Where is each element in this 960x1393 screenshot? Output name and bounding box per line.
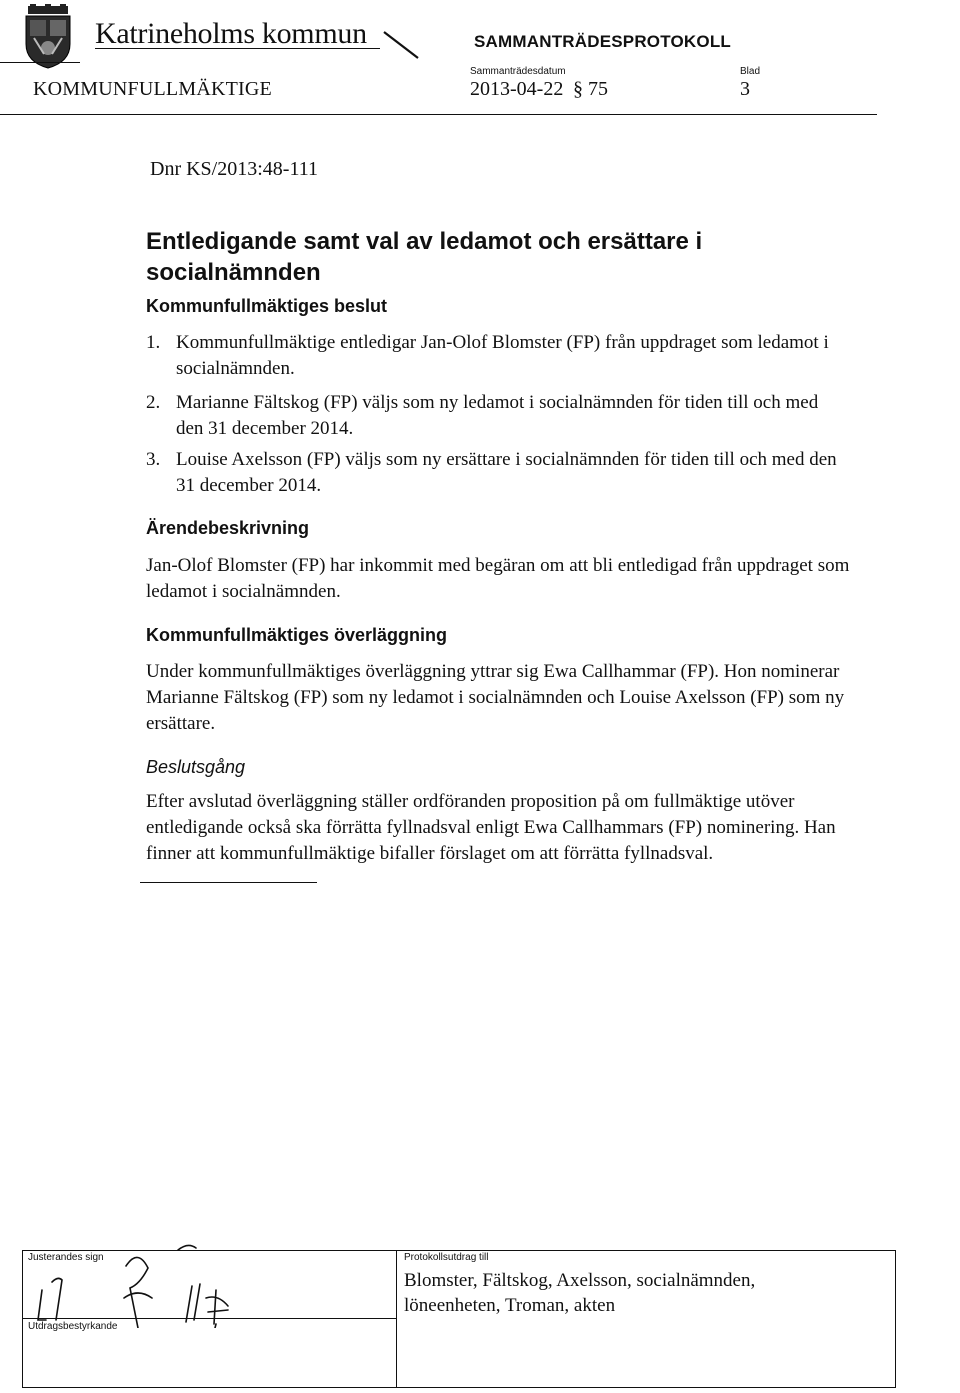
extract-recipients-label: Protokollsutdrag till bbox=[404, 1252, 489, 1263]
meeting-date-label: Sammanträdesdatum bbox=[470, 66, 566, 77]
page-number: 3 bbox=[740, 78, 750, 100]
municipal-coat-of-arms-logo bbox=[20, 4, 76, 70]
decision-item bbox=[146, 447, 846, 499]
header-underline bbox=[95, 48, 380, 49]
paragraph-number: § 75 bbox=[573, 78, 608, 100]
footer-column-divider bbox=[396, 1250, 397, 1388]
document-type: SAMMANTRÄDESPROTOKOLL bbox=[474, 32, 731, 51]
decision-item-number: 3. bbox=[146, 449, 161, 470]
municipality-name: Katrineholms kommun bbox=[95, 17, 367, 50]
decision-body: KOMMUNFULLMÄKTIGE bbox=[33, 78, 272, 100]
page-title: Entledigande samt val av ledamot och ersättare i socialnämnden bbox=[146, 228, 703, 286]
header-slash-mark bbox=[380, 30, 422, 60]
recipients-line: Blomster, Fältskog, Axelsson, socialnämnden, bbox=[404, 1270, 756, 1291]
decision-item-text: Kommunfullmäktige entledigar Jan-Olof Blomster (FP) från uppdraget som ledamot i socialnämnden. bbox=[176, 332, 829, 379]
decision-process-heading: Beslutsgång bbox=[146, 757, 246, 777]
decision-process-text: Efter avslutad överläggning ställer ordföranden proposition på om fullmäktige utöver entledigande också ska förrätta fyllnadsval enligt Ewa Callhammars (FP) nominering. Han finner att kommunfullmäktige bifaller förslaget om att förrätta fyllnadsval. bbox=[146, 791, 836, 864]
case-number: Dnr KS/2013:48-111 bbox=[150, 158, 318, 180]
meeting-date: 2013-04-22 bbox=[470, 78, 564, 100]
decision-item-text: Marianne Fältskog (FP) väljs som ny ledamot i socialnämnden för tiden till och med den 31 december 2014. bbox=[176, 392, 819, 439]
deliberation-heading: Kommunfullmäktiges överläggning bbox=[146, 625, 448, 645]
decision-item bbox=[146, 330, 846, 382]
decision-item bbox=[146, 390, 846, 442]
decision-heading: Kommunfullmäktiges beslut bbox=[146, 296, 388, 316]
case-description-heading: Ärendebeskrivning bbox=[146, 518, 310, 538]
section-end-rule bbox=[140, 882, 317, 883]
deliberation-text: Under kommunfullmäktiges överläggning yttrar sig Ewa Callhammar (FP). Hon nominerar Marianne Fältskog (FP) som ny ledamot i socialnämnden och Louise Axelsson (FP) som ny ersättare. bbox=[146, 661, 845, 734]
header-rule-left bbox=[0, 62, 80, 63]
extract-certifier-label: Utdragsbestyrkande bbox=[28, 1321, 118, 1332]
handwritten-signatures bbox=[28, 1228, 288, 1328]
header-divider bbox=[0, 114, 877, 115]
case-description-text: Jan-Olof Blomster (FP) har inkommit med begäran om att bli entledigad från uppdraget som ledamot i socialnämnden. bbox=[146, 555, 850, 602]
recipients-line: löneenheten, Troman, akten bbox=[404, 1295, 616, 1316]
sheet-label: Blad bbox=[740, 66, 761, 77]
decision-item-number: 2. bbox=[146, 392, 161, 413]
decision-item-text: Louise Axelsson (FP) väljs som ny ersättare i socialnämnden för tiden till och med den 31 december 2014. bbox=[176, 449, 837, 496]
extract-recipients bbox=[404, 1268, 874, 1318]
decision-item-number: 1. bbox=[146, 332, 161, 353]
adjusters-signature-label: Justerandes sign bbox=[28, 1252, 104, 1263]
